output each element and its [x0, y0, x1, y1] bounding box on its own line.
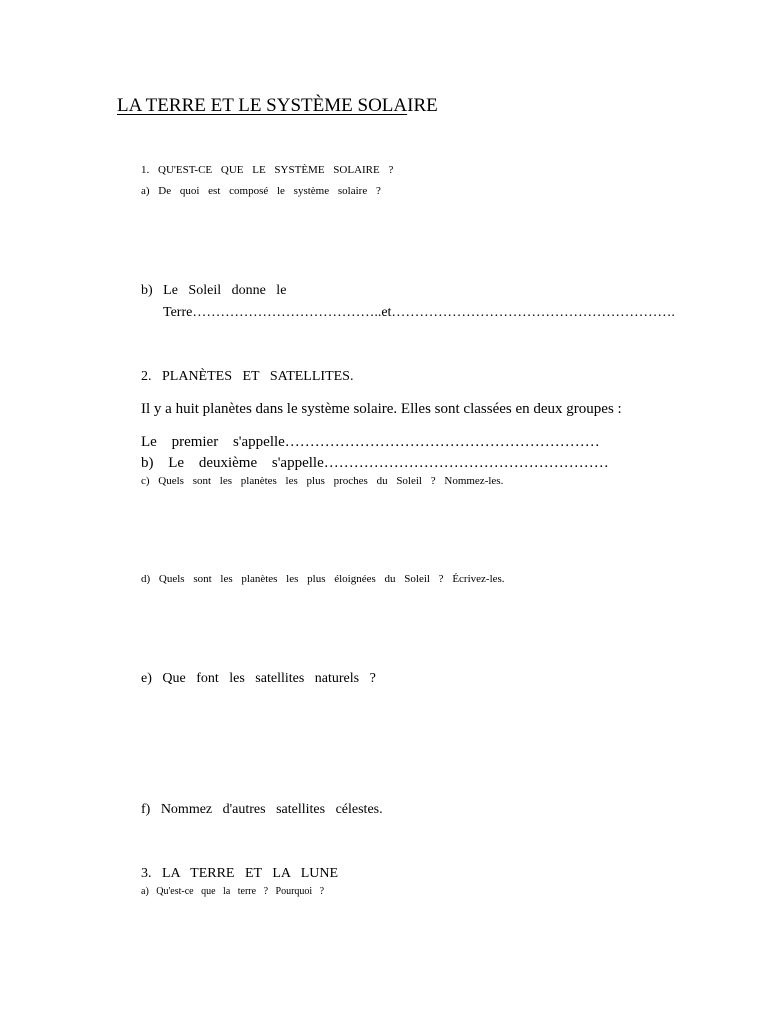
question-1b-line2: Terre…………………………………..et……………………………………………………. [163, 305, 675, 320]
page-title-underlined: LA TERRE ET LE SYSTÈME SOLA [117, 95, 408, 116]
question-2c: c) Quels sont les planètes les plus proches du Soleil ? Nommez-les. [141, 475, 504, 487]
question-2d: d) Quels sont les planètes les plus éloignées du Soleil ? Écrivez-les. [141, 573, 505, 585]
question-1b-line1: b) Le Soleil donne le [141, 283, 287, 298]
question-2b: b) Le deuxième s'appelle………………………………………………… [141, 455, 609, 471]
question-2e: e) Que font les satellites naturels ? [141, 671, 376, 686]
page-title-rest: IRE [407, 95, 438, 116]
question-2f: f) Nommez d'autres satellites célestes. [141, 802, 383, 817]
section2-intro: Il y a huit planètes dans le système solaire. Elles sont classées en deux groupes : [141, 401, 622, 417]
page-title [117, 96, 438, 115]
section3-heading: 3. LA TERRE ET LA LUNE [141, 866, 339, 881]
question-1a: a) De quoi est composé le système solaire ? [141, 185, 381, 197]
question-3a: a) Qu'est-ce que la terre ? Pourquoi ? [141, 886, 325, 897]
question-2a: Le premier s'appelle……………………………………………………… [141, 434, 600, 450]
section2-heading: 2. PLANÈTES ET SATELLITES. [141, 369, 354, 384]
section1-heading: 1. QU'EST-CE QUE LE SYSTÈME SOLAIRE ? [141, 164, 394, 176]
